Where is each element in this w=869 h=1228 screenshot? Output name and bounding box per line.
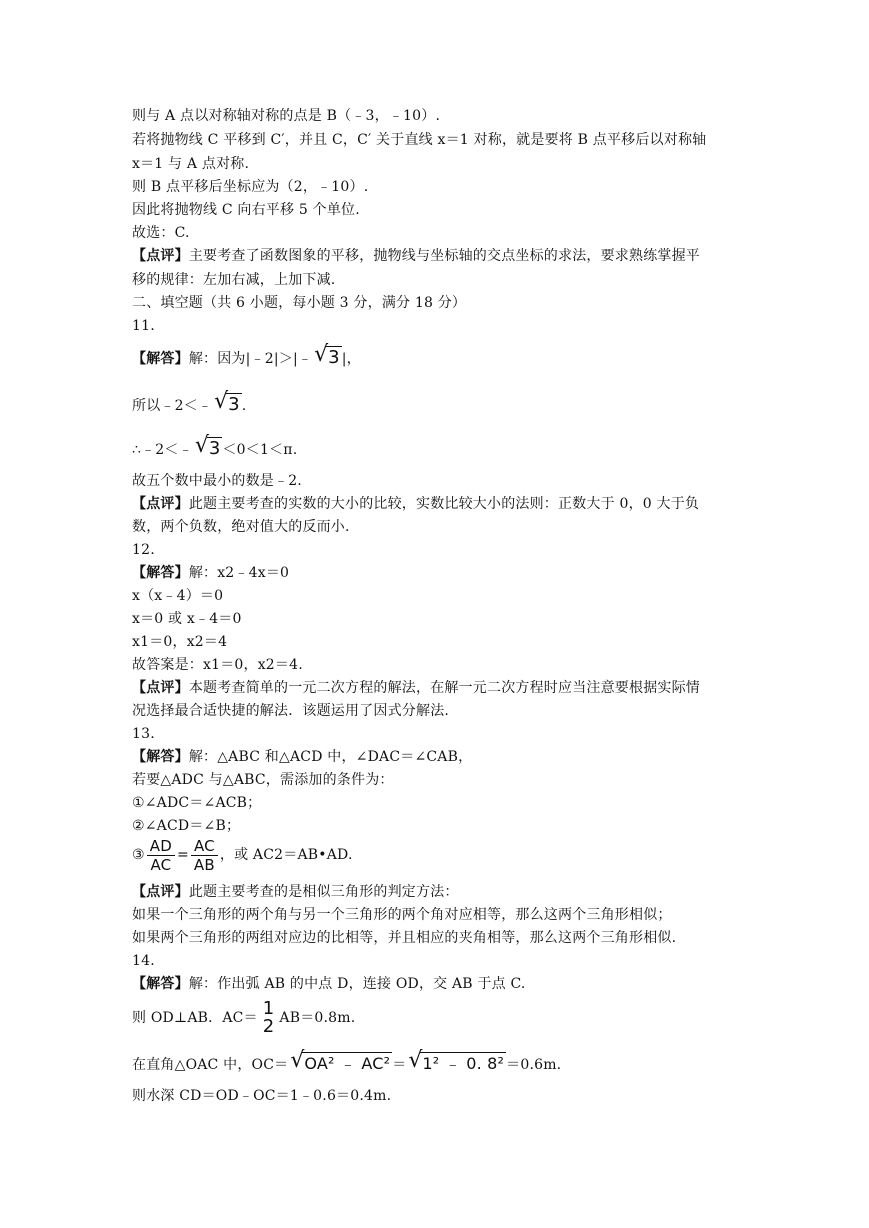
text-line: x1＝0，x2＝4 bbox=[132, 634, 228, 650]
question-number: 12. bbox=[132, 542, 155, 558]
comment-line bbox=[132, 678, 700, 698]
comment-tag: 【点评】 bbox=[132, 496, 189, 512]
text-line bbox=[132, 389, 247, 416]
comment-text: 本题考查简单的一元二次方程的解法，在解一元二次方程时应当注意要根据实际情 bbox=[188, 680, 701, 696]
text-line: 况选择最合适快捷的解法．该题运用了因式分解法. bbox=[132, 703, 450, 719]
text-segment: . bbox=[241, 398, 247, 414]
fraction-denominator: AB bbox=[193, 855, 215, 874]
section-heading: 二、填空题（共 6 小题，每小题 3 分，满分 18 分） bbox=[132, 295, 467, 311]
comment-line bbox=[132, 246, 700, 266]
text-line: 如果两个三角形的两组对应边的比相等，并且相应的夹角相等，那么这两个三角形相似. bbox=[132, 930, 677, 946]
text-line: 则 B 点平移后坐标应为（2，﹣10）. bbox=[132, 179, 369, 195]
answer-text: 解：作出弧 AB 的中点 D，连接 OD，交 AB 于点 C. bbox=[188, 976, 526, 992]
text-line: x＝1 与 A 点对称. bbox=[132, 156, 250, 172]
text-segment: AB＝0.8m. bbox=[279, 1010, 356, 1026]
text-segment: 在直角△OAC 中，OC＝ bbox=[132, 1057, 289, 1073]
text-line: 移的规律：左加右减，上加下减. bbox=[132, 272, 336, 288]
text-line bbox=[132, 1048, 562, 1075]
comment-text: 主要考查了函数图象的平移，抛物线与坐标轴的交点坐标的求法，要求熟练掌握平 bbox=[188, 248, 701, 264]
fraction-ac-ab bbox=[191, 837, 218, 874]
comment-line bbox=[132, 882, 459, 902]
question-number: 14. bbox=[132, 953, 155, 969]
text-line: 若要△ADC 与△ABC，需添加的条件为： bbox=[132, 772, 394, 788]
answer-line bbox=[132, 342, 361, 369]
fraction-numerator: AC bbox=[191, 837, 218, 856]
fraction-numerator: AD bbox=[147, 837, 175, 856]
comment-text: 此题主要考查的实数的大小的比较，实数比较大小的法则：正数大于 0，0 大于负 bbox=[188, 496, 700, 512]
text-line: 若将抛物线 C 平移到 C′，并且 C，C′ 关于直线 x＝1 对称，就是要将 B 点平移后以对称轴 bbox=[132, 132, 707, 148]
comment-tag: 【点评】 bbox=[132, 248, 189, 264]
radicand: 3 bbox=[228, 394, 240, 415]
text-line: 数，两个负数，绝对值大的反而小. bbox=[132, 519, 350, 535]
text-line: 故答案是：x1＝0，x2＝4. bbox=[132, 657, 303, 673]
comment-line bbox=[132, 494, 699, 514]
fraction-denominator: AC bbox=[150, 855, 172, 874]
fraction-ad-ac bbox=[147, 837, 175, 874]
radicand: 3 bbox=[328, 347, 340, 368]
text-line: 故选：C. bbox=[132, 225, 190, 241]
answer-tag: 【解答】 bbox=[132, 976, 189, 992]
fraction-one-half bbox=[260, 1000, 278, 1036]
radical-sign: √ bbox=[408, 1048, 423, 1073]
text-line bbox=[132, 836, 353, 874]
comment-tag: 【点评】 bbox=[132, 884, 189, 900]
text-segment: ③ bbox=[132, 847, 145, 863]
text-segment: ，或 AC2＝AB•AD. bbox=[219, 847, 353, 863]
text-line: 如果一个三角形的两个角与另一个三角形的两个角对应相等，那么这两个三角形相似； bbox=[132, 907, 672, 923]
radicand: 1² ﹣ 0. 8² bbox=[422, 1054, 505, 1073]
question-number: 13. bbox=[132, 726, 155, 742]
text-line: ①∠ADC＝∠ACB； bbox=[132, 795, 262, 811]
answer-line bbox=[132, 747, 472, 767]
text-line: ②∠ACD＝∠B； bbox=[132, 818, 241, 834]
radicand: OA² ﹣ AC² bbox=[304, 1054, 391, 1073]
radical-sign: √ bbox=[214, 389, 229, 414]
answer-tag: 【解答】 bbox=[132, 749, 189, 765]
text-line: 因此将抛物线 C 向右平移 5 个单位. bbox=[132, 202, 360, 218]
question-number: 11. bbox=[132, 318, 155, 334]
text-segment: 则 OD⊥AB．AC＝ bbox=[132, 1010, 258, 1026]
fraction-numerator: 1 bbox=[262, 998, 275, 1019]
sqrt-expression bbox=[408, 1048, 506, 1075]
text-line bbox=[132, 433, 298, 460]
text-line bbox=[132, 1000, 355, 1036]
radicand: 3 bbox=[208, 438, 221, 459]
sqrt-expression bbox=[290, 1048, 392, 1075]
answer-line bbox=[132, 563, 289, 583]
text-line: x（x﹣4）＝0 bbox=[132, 588, 224, 604]
answer-tag: 【解答】 bbox=[132, 351, 189, 367]
answer-text: 解：因为|﹣2|＞|﹣ bbox=[188, 351, 313, 367]
radical-sign: √ bbox=[314, 342, 329, 367]
answer-text: |， bbox=[341, 351, 361, 367]
answer-text: 解：x2﹣4x＝0 bbox=[188, 565, 290, 581]
equals-sign: = bbox=[176, 847, 189, 863]
answer-text: 解：△ABC 和△ACD 中，∠DAC＝∠CAB， bbox=[188, 749, 473, 765]
text-segment: ＝ bbox=[392, 1057, 407, 1073]
text-segment: 所以﹣2＜﹣ bbox=[132, 398, 213, 414]
answer-line bbox=[132, 974, 526, 994]
text-line: x＝0 或 x﹣4＝0 bbox=[132, 611, 242, 627]
text-line: 故五个数中最小的数是﹣2. bbox=[132, 473, 302, 489]
comment-tag: 【点评】 bbox=[132, 680, 189, 696]
sqrt-expression bbox=[194, 433, 223, 460]
answer-tag: 【解答】 bbox=[132, 565, 189, 581]
text-segment: ＜0＜1＜π. bbox=[222, 442, 298, 458]
sqrt-expression bbox=[314, 342, 342, 369]
text-line: 则与 A 点以对称轴对称的点是 B（﹣3，﹣10）. bbox=[132, 108, 441, 124]
sqrt-expression bbox=[214, 389, 242, 416]
text-line: 则水深 CD＝OD﹣OC＝1﹣0.6＝0.4m. bbox=[132, 1088, 392, 1104]
fraction-denominator: 2 bbox=[262, 1016, 275, 1037]
comment-text: 此题主要考查的是相似三角形的判定方法： bbox=[188, 884, 459, 900]
text-segment: ∴﹣2＜﹣ bbox=[132, 442, 193, 458]
radical-sign: √ bbox=[194, 433, 210, 458]
radical-sign: √ bbox=[290, 1048, 305, 1073]
text-segment: ＝0.6m. bbox=[506, 1057, 562, 1073]
